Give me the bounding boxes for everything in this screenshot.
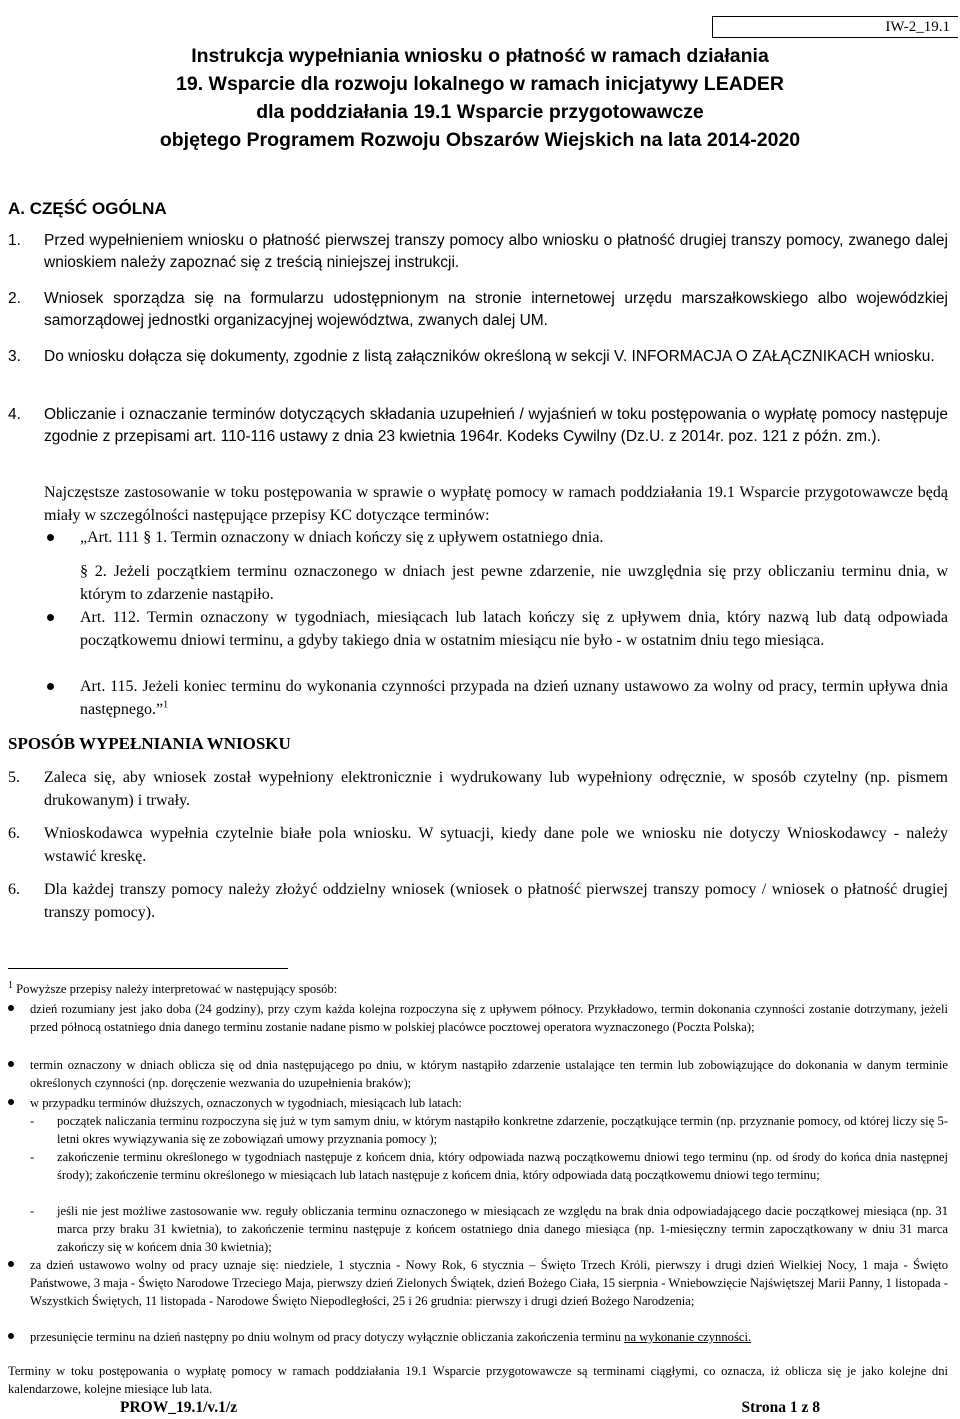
footnote-separator (8, 968, 288, 969)
footnote-bullet-text: w przypadku terminów dłuższych, oznaczonych w tygodniach, miesiącach lub latach: (30, 1096, 462, 1110)
footnote-intro-text: Powyższe przepisy należy interpretować w następujący sposób: (16, 982, 338, 996)
list-item (8, 404, 948, 448)
footnote-bullet (30, 1000, 948, 1036)
item-number: 3. (8, 348, 21, 365)
footnote-dash-text: początek naliczania terminu rozpoczyna się już w tym samym dniu, w którym nastąpiło konkretne zdarzenie, początkujące termin (np. przyznanie pomocy, od której liczy się 5-letni okres wywiązywania się ze zobowiązań umowy przyznania pomocy ); (57, 1114, 948, 1146)
item-number: 6. (8, 881, 20, 898)
list-item (8, 766, 948, 812)
section-a-heading: A. CZĘŚĆ OGÓLNA (8, 199, 167, 218)
footer-doc-code: PROW_19.1/v.1/z (120, 1399, 238, 1416)
item-number: 6. (8, 825, 20, 842)
footnote-dash-item (30, 1112, 948, 1148)
title-line: Instrukcja wypełniania wniosku o płatność w ramach działania (191, 45, 769, 67)
dash-marker: - (30, 1204, 35, 1218)
footnote-bullet (30, 1094, 948, 1112)
bullet-icon (8, 1333, 14, 1339)
item-text: Wnioskodawca wypełnia czytelnie białe pola wniosku. W sytuacji, kiedy dane pole we wniosku nie dotyczy Wnioskodawcy - należy wstawić kreskę. (44, 825, 948, 865)
title-line: objętego Programem Rozwoju Obszarów Wiejskich na lata 2014-2020 (159, 129, 801, 151)
document-id: IW-2_19.1 (712, 16, 958, 38)
bullet-icon (47, 534, 54, 541)
bullet-icon (8, 1261, 14, 1267)
footnote-bullet (30, 1256, 948, 1310)
item-number: 1. (8, 232, 21, 249)
footnote-bullet-text: termin oznaczony w dniach oblicza się od dnia następującego po dniu, w którym nastąpiło zdarzenie ustalające ten termin lub zobowiązujące do dokonania w danym terminie określonych czynności (np. doręczenie wezwania do uzupełnienia braków); (30, 1058, 948, 1090)
bullet-icon (8, 1061, 14, 1067)
list-item (8, 346, 948, 368)
footnote-bullet-text: dzień rozumiany jest jako doba (24 godziny), przy czym każda kolejna rozpoczyna się z upływem północy. Przykładowo, termin dokonania czynności zostanie dotrzymany, jeżeli przed północą ostatniego dnia danego terminu zostanie nadane pismo w polskiej placówce pocztowej operatora wyznaczonego (Poczta Polska); (30, 1002, 948, 1034)
page-number: Strona 1 z 8 (741, 1399, 820, 1416)
footnote-dash-item (30, 1148, 948, 1184)
kc-bullet-text: „Art. 111 § 1. Termin oznaczony w dniach kończy się z upływem ostatniego dnia. (80, 529, 604, 546)
item-number: 2. (8, 290, 21, 307)
kc-bullet-text: Art. 112. Termin oznaczony w tygodniach, miesiącach lub latach kończy się z upływem dnia, który nazwą lub datą odpowiada początkowemu dniowi terminu, a gdyby takiego dnia w ostatnim miesiącu nie było - w ostatnim dniu tego miesiąca. (80, 609, 948, 649)
item-text: Obliczanie i oznaczanie terminów dotyczących składania uzupełnień / wyjaśnień w toku postępowania o wypłatę pomocy następuje zgodnie z przepisami art. 110-116 ustawy z dnia 23 kwietnia 1964r. Kodeks Cywilny (Dz.U. z 2014r. poz. 121 z późn. zm.). (44, 406, 948, 445)
list-item (8, 230, 948, 274)
section-b-heading: SPOSÓB WYPEŁNIANIA WNIOSKU (8, 734, 291, 753)
footnote-number: 1 (8, 979, 13, 991)
footnote-bullet (30, 1056, 948, 1092)
footnote-dash-text: zakończenie terminu określonego w tygodniach następuje z końcem dnia, który odpowiada nazwą początkowemu dniowi tego terminu (np. od środy do końca dnia następnej środy); zakończenie terminu określonego w miesiącach lub latach następuje z końcem dnia, który odpowiada datą początkowemu dniowi tego terminu; (57, 1150, 948, 1182)
bullet-icon (8, 1099, 14, 1105)
footnote-bullet (30, 1328, 948, 1346)
dash-marker: - (30, 1150, 35, 1164)
footnote-closing: Terminy w toku postępowania o wypłatę pomocy w ramach poddziałania 19.1 Wsparcie przygotowawcze są terminami ciągłymi, co oznacza, iż oblicza się je jako kolejne dni kalendarzowe, kolejne miesiące lub lata. (8, 1364, 948, 1396)
title-line: 19. Wsparcie dla rozwoju lokalnego w ramach inicjatywy LEADER (176, 73, 784, 95)
item-text: Wniosek sporządza się na formularzu udostępnionym na stronie internetowej urzędu marszałkowskiego albo wojewódzkiej samorządowej jednostki organizacyjnej województwa, zwanych dalej UM. (44, 290, 948, 329)
kc-bullet (80, 675, 948, 721)
bullet-icon (8, 1005, 14, 1011)
item-text: Dla każdej transzy pomocy należy złożyć oddzielny wniosek (wniosek o płatność pierwszej transzy pomocy / wniosek o płatność drugiej transzy pomocy). (44, 881, 948, 921)
item-number: 5. (8, 769, 20, 786)
underlined-text: na wykonanie czynności. (624, 1330, 752, 1344)
title-line: dla poddziałania 19.1 Wsparcie przygotowawcze (256, 101, 704, 123)
kc-bullet (80, 606, 948, 652)
list-item (8, 878, 948, 924)
kc-paragraph: § 2. Jeżeli początkiem terminu oznaczonego w dniach jest pewne zdarzenie, nie uwzględnia się przy obliczaniu terminu dnia, w którym to zdarzenie nastąpiło. (80, 563, 948, 603)
footnote-dash-text: jeśli nie jest możliwe zastosowanie ww. reguły obliczania terminu oznaczonego w miesiącach ze względu na brak dnia odpowiadającego dacie początkowej miesiąca (np. 31 marca przy braku 31 kwietnia), to zakończenie terminu następuje z końcem ostatniego dnia danego miesiąca (np. 1-miesięczny termin zapoczątkowany w dniu 31 marca zakończy się w końcem dnia 30 kwietnia); (57, 1204, 948, 1254)
item-text: Do wniosku dołącza się dokumenty, zgodnie z listą załączników określoną w sekcji V. INFORMACJA O ZAŁĄCZNIKACH wniosku. (44, 348, 935, 365)
bullet-icon (47, 614, 54, 621)
footnote-intro (8, 980, 948, 998)
footnote-dash-item (30, 1202, 948, 1256)
kc-intro: Najczęstsze zastosowanie w toku postępowania w sprawie o wypłatę pomocy w ramach poddziałania 19.1 Wsparcie przygotowawcze będą miały w szczególności następujące przepisy KC dotyczące terminów: (44, 484, 948, 524)
footnote-bullet-text: za dzień ustawowo wolny od pracy uznaje się: niedziele, 1 stycznia - Nowy Rok, 6 stycznia – Święto Trzech Króli, pierwszy i drugi dzień Wielkiej Nocy, 1 maja - Święto Państwowe, 3 maja - Święto Narodowe Trzeciego Maja, pierwszy dzień Zielonych Świątek, dzień Bożego Ciała, 15 sierpnia - Wniebowzięcie Najświętszej Marii Panny, 1 listopada - Wszystkich Świętych, 11 listopada - Narodowe Święto Niepodległości, 25 i 26 grudnia: pierwszy i drugi dzień Bożego Narodzenia; (30, 1258, 948, 1308)
kc-bullet (80, 526, 948, 549)
item-text: Przed wypełnieniem wniosku o płatność pierwszej transzy pomocy albo wniosku o płatność drugiej transzy pomocy, zwanego dalej wnioskiem należy zapoznać się z treścią niniejszej instrukcji. (44, 232, 948, 271)
list-item (8, 288, 948, 332)
bullet-icon (47, 683, 54, 690)
list-item (8, 822, 948, 868)
page-title (120, 42, 840, 154)
dash-marker: - (30, 1114, 35, 1128)
item-number: 4. (8, 406, 21, 423)
footnote-reference[interactable]: 1 (163, 699, 169, 711)
kc-bullet-text: Art. 115. Jeżeli koniec terminu do wykonania czynności przypada na dzień uznany ustawowo za wolny od pracy, termin upływa dnia następnego.” (80, 678, 948, 718)
footnote-bullet-text: przesunięcie terminu na dzień następny po dniu wolnym od pracy dotyczy wyłącznie obliczania zakończenia terminu (30, 1330, 625, 1344)
item-text: Zaleca się, aby wniosek został wypełniony elektronicznie i wydrukowany lub wypełniony odręcznie, w sposób czytelny (np. pismem drukowanym) i trwały. (44, 769, 948, 809)
